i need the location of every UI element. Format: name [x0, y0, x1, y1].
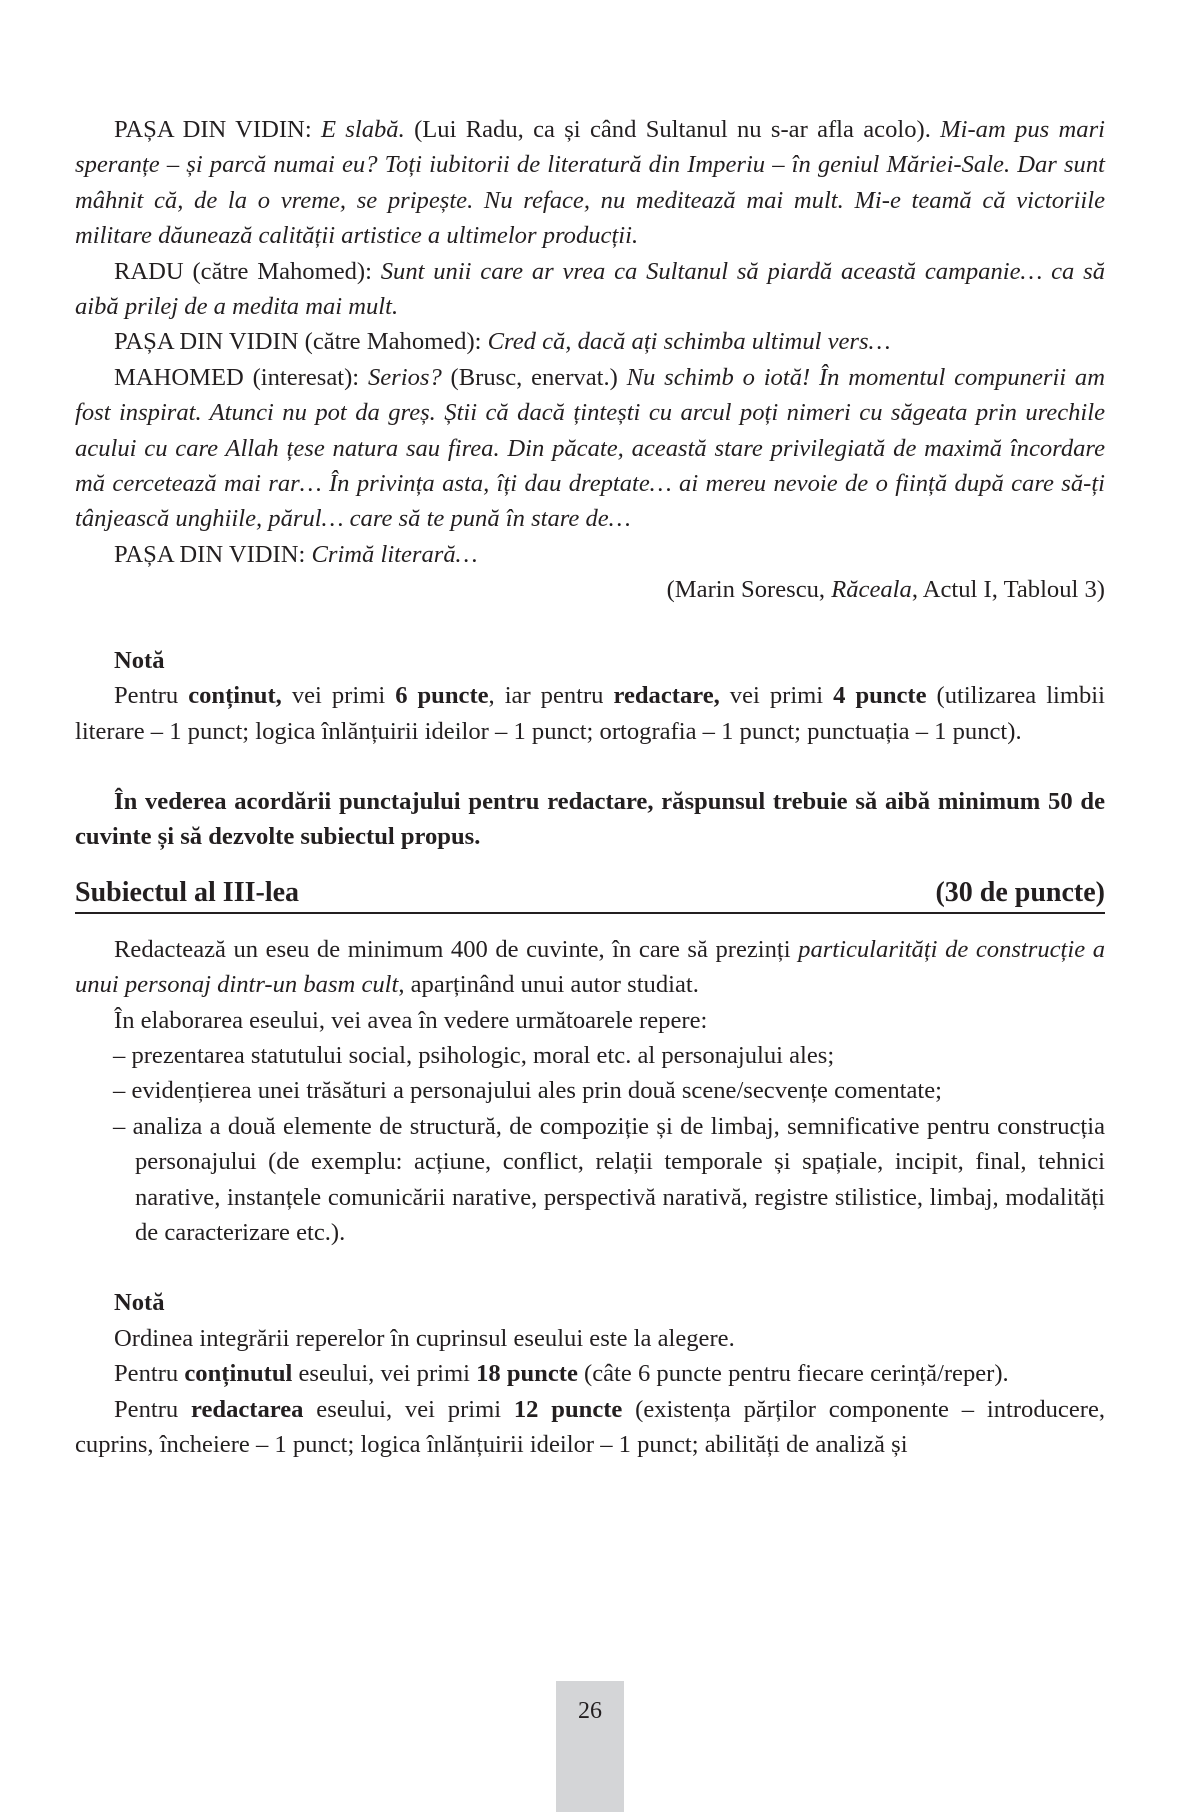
list-item: – prezentarea statutului social, psihologic, moral etc. al personajului ales; — [113, 1041, 835, 1069]
dialogue-line-radu — [75, 254, 1105, 325]
word-count-requirement: În vederea acordării punctajului pentru redactare, răspunsul trebuie să aibă minimum 50 de cuvinte și să dezvolte subiectul propus. — [75, 787, 1105, 851]
dialogue-line-mahomed — [75, 360, 1105, 537]
note-redaction-scoring: Pentru redactarea eseului, vei primi 12 puncte (existența părților componente – introducere, cuprins, încheiere – 1 punct; logica înlănțuirii ideilor – 1 punct; abilități de analiză și — [75, 1395, 1106, 1458]
spacer — [75, 855, 1105, 875]
repere-intro: În elaborarea eseului, vei avea în vedere următoarele repere: — [114, 1006, 708, 1034]
page-number: 26 — [556, 1681, 624, 1812]
speaker: PAȘA DIN VIDIN (către Mahomed): — [114, 328, 488, 356]
list-item: – evidențierea unei trăsături a personajului ales prin două scene/secvențe comentate; — [113, 1077, 943, 1105]
replica: Nu schimb o iotă! În momentul compunerii am fost inspirat. Atunci nu pot da greș. Știi că dacă țintești cu arcul poți nimeri cu săgeata prin urechile acului cu care Allah țese natura sau firea. Din păcate, această stare privilegiată de maximă încordare mă cercetează mai rar… În privința asta, îți dau dreptate… ai mereu nevoie de o ființă după care să-ți tânjească unghiile, părul… care să te pună în stare de… — [75, 363, 1105, 533]
note-scoring: Pentru conținut, vei primi 6 puncte, iar pentru redactare, vei primi 4 puncte (utilizarea limbii literare – 1 punct; logica înlănțuirii ideilor – 1 punct; ortografia – 1 punct; punctuația – 1 punct). — [75, 682, 1105, 745]
replica: Crimă literară… — [311, 540, 478, 568]
dialogue-line-pasa-2 — [75, 324, 1105, 359]
replica: Cred că, dacă ați schimba ultimul vers… — [487, 328, 891, 356]
dialogue-line-pasa-1 — [75, 112, 1105, 254]
speaker: RADU (către Mahomed): — [114, 257, 381, 285]
dialogue-line-pasa-3 — [75, 537, 1105, 572]
speaker: PAȘA DIN VIDIN: — [114, 116, 321, 143]
repere-list — [75, 1038, 1105, 1250]
speaker: PAȘA DIN VIDIN: — [114, 540, 312, 568]
note-title: Notă — [114, 646, 165, 674]
section-points: (30 de puncte) — [935, 876, 1105, 908]
work-title: Răceala — [831, 576, 912, 604]
section-heading — [75, 875, 1105, 914]
essay-task: Redactează un eseu de minimum 400 de cuvinte, în care să prezinți particularități de construcție a unui personaj dintr-un basm cult, aparținând unui autor studiat. — [75, 935, 1105, 999]
note-order: Ordinea integrării reperelor în cuprinsul eseului este la alegere. — [114, 1324, 735, 1352]
source-citation: (Marin Sorescu, Răceala, Actul I, Tabloul 3) — [666, 576, 1105, 604]
replica: Serios? — [367, 363, 442, 391]
stage-direction: (Brusc, enervat.) — [441, 363, 627, 391]
spacer — [75, 1250, 1105, 1285]
note-title: Notă — [114, 1289, 165, 1317]
replica: E slabă. — [320, 116, 405, 143]
page-body — [75, 112, 1105, 1462]
speaker: MAHOMED (interesat): — [114, 363, 368, 391]
replica: Sunt unii care ar vrea ca Sultanul să piardă această campanie… ca să aibă prilej de a medita mai mult. — [75, 257, 1105, 321]
section-title: Subiectul al III-lea — [75, 876, 300, 908]
stage-direction: (Lui Radu, ca și când Sultanul nu s-ar afla acolo). — [404, 116, 941, 143]
note-content-scoring: Pentru conținutul eseului, vei primi 18 puncte (câte 6 puncte pentru fiecare cerință/reper). — [114, 1360, 1009, 1388]
spacer — [75, 749, 1105, 784]
replica: Mi-am pus mari speranțe – și parcă numai eu? Toți iubitorii de literatură din Imperiu – în geniul Măriei-Sale. Dar sunt mâhnit că, de la o vreme, se pripește. Nu reface, nu meditează mai mult. Mi-e teamă că victoriile militare dăunează calității artistice a ultimelor producții. — [75, 116, 1105, 250]
list-item: – analiza a două elemente de structură, de compoziție și de limbaj, semnificative pentru construcția personajului (de exemplu: acțiune, conflict, relații temporale și spațiale, incipit, final, tehnici narative, instanțele comunicării narative, perspectivă narativă, registre stilistice, limbaj, modalități de caracterizare etc.). — [113, 1112, 1105, 1246]
spacer — [75, 608, 1105, 643]
